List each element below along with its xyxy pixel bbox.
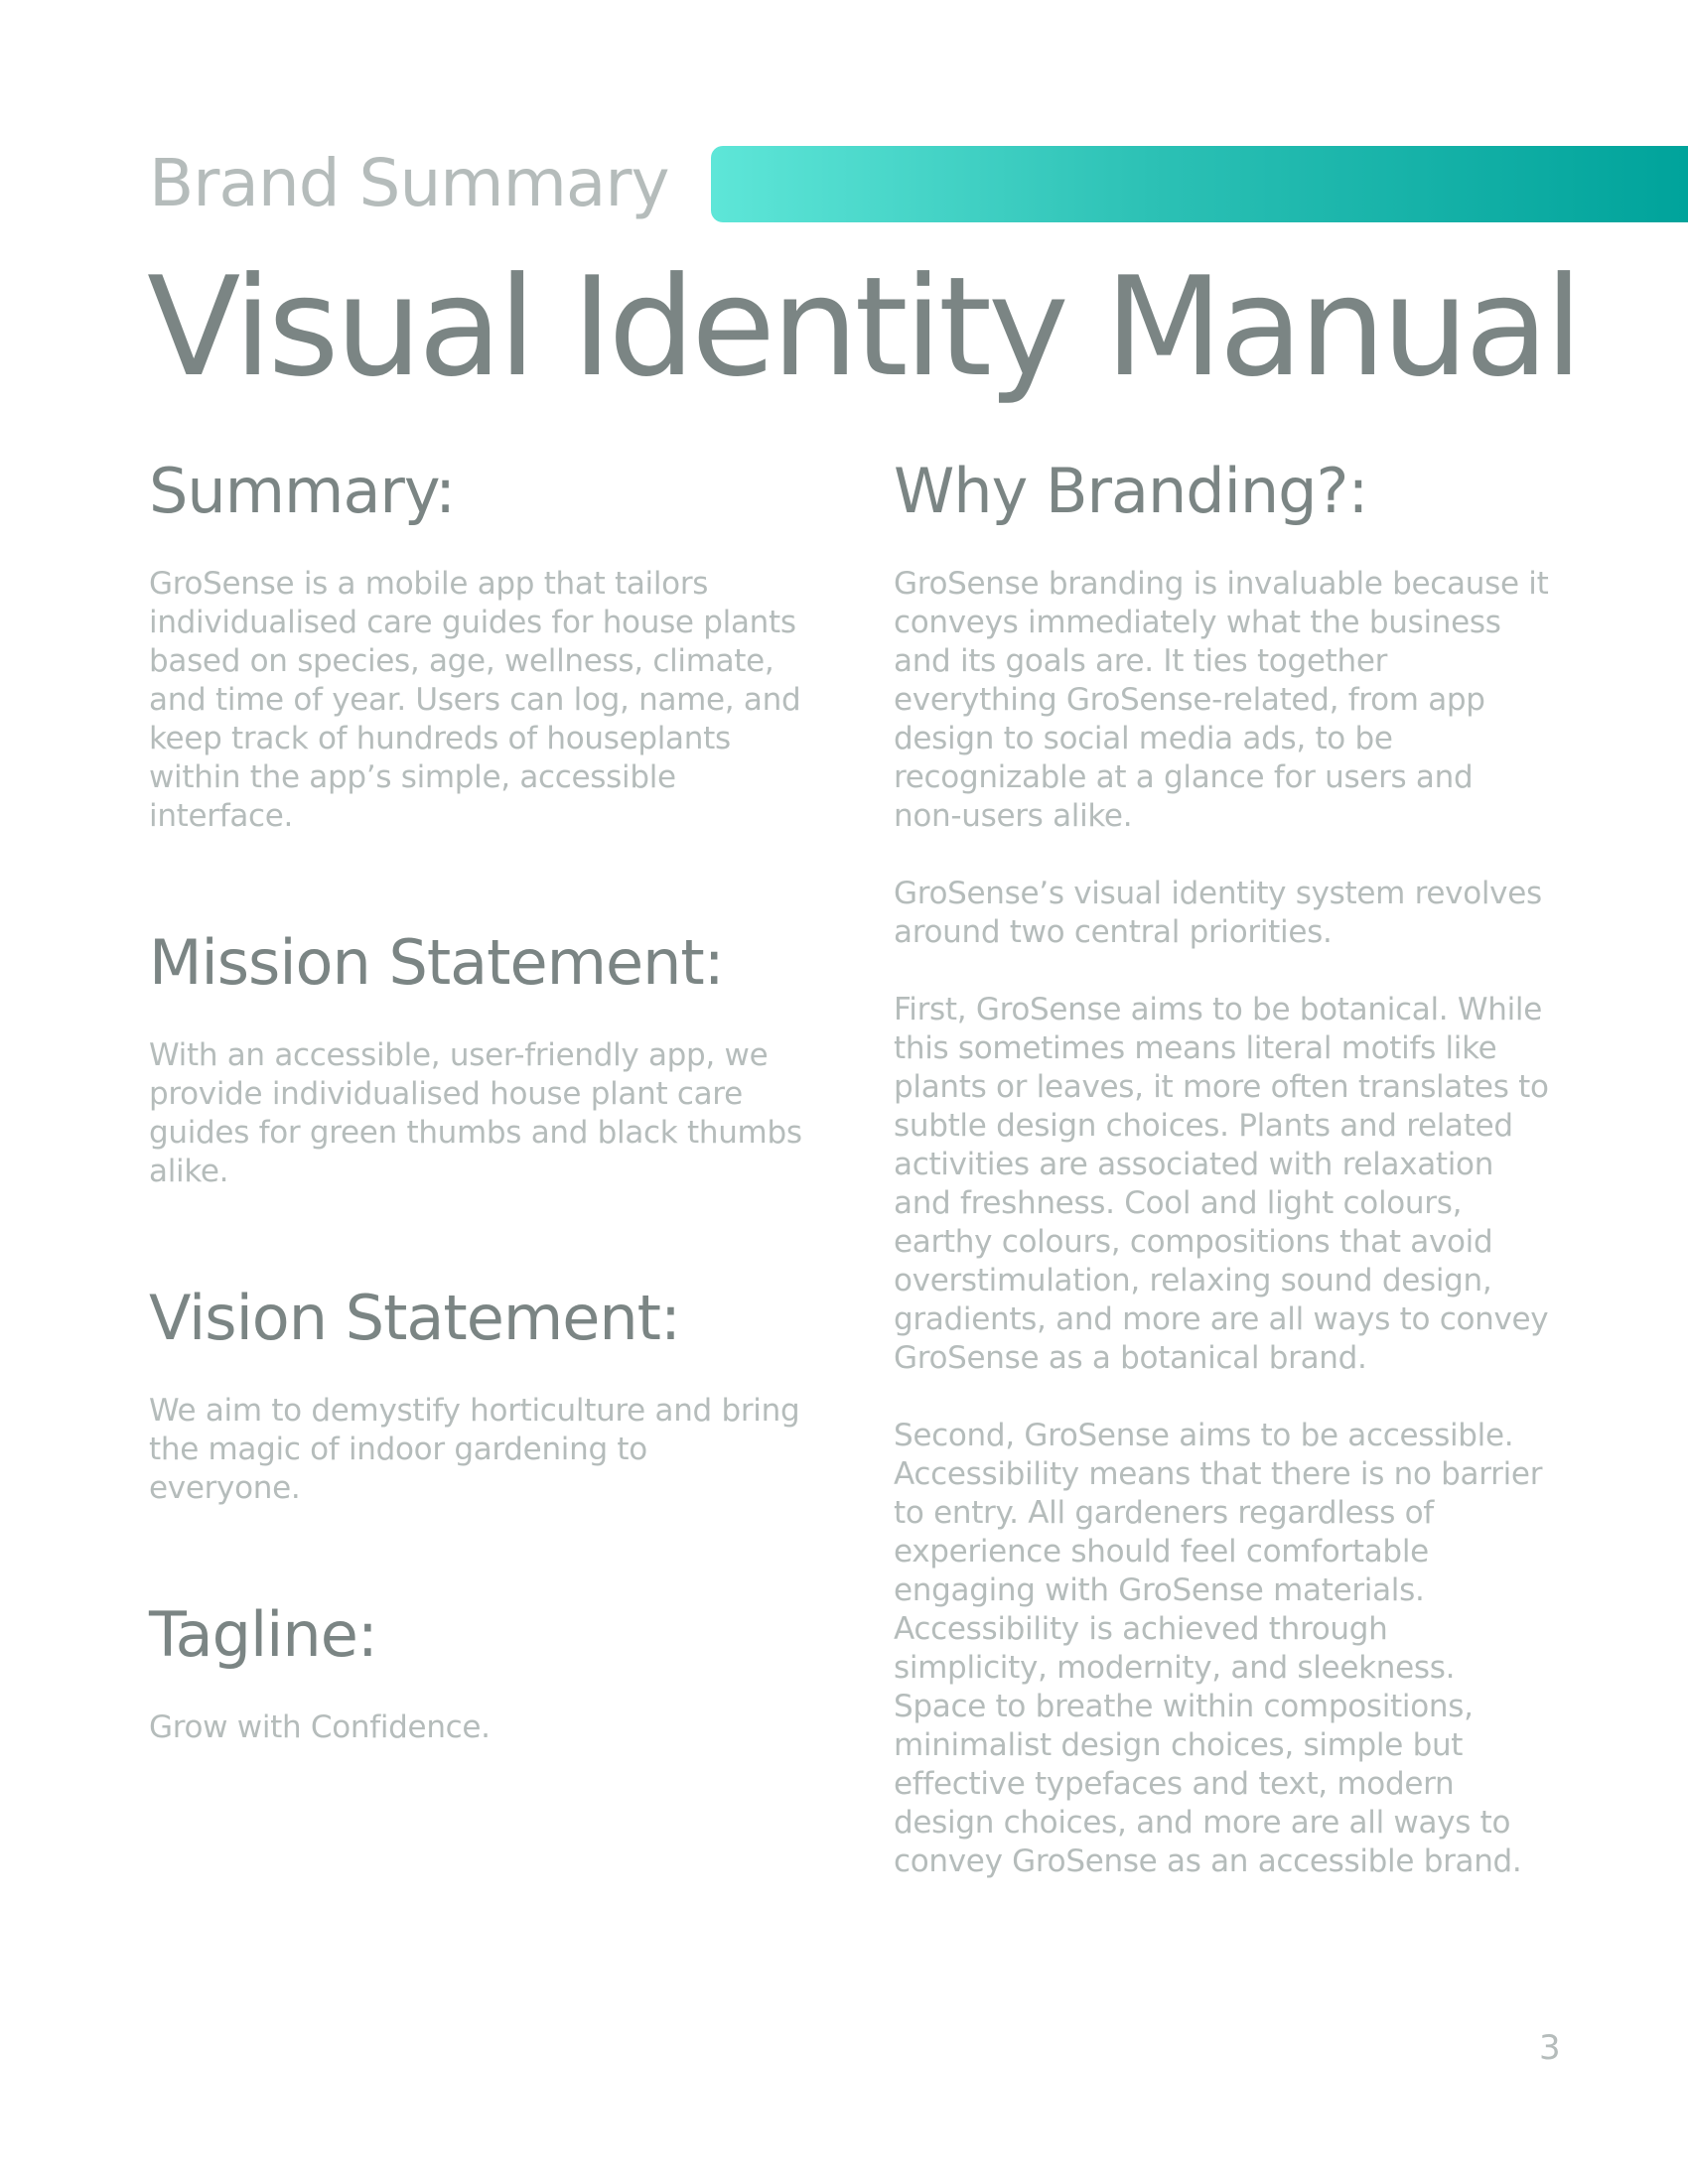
page-number: 3 <box>1539 2028 1561 2068</box>
tagline-heading: Tagline: <box>149 1598 377 1671</box>
right-column <box>894 452 1549 1881</box>
summary-text: GroSense is a mobile app that tailors individualised care guides for house plants based on species, age, wellness, climate, and time of year. Users can log, name, and keep track of hundreds of houseplants within the app’s simple, accessible interface. <box>149 566 801 834</box>
vision-heading: Vision Statement: <box>149 1282 680 1354</box>
vision-section <box>149 1279 804 1508</box>
accessible-paragraph: Second, GroSense aims to be accessible. Accessibility means that there is no barrier to entry. All gardeners regardless of experience should feel comfortable engaging with GroSense materials. Accessibility is achieved through simplicity, modernity, and sleekness. Space to breathe within compositions, minimalist design choices, simple but effective typefaces and text, modern design choices, and more are all ways to convey GroSense as an accessible brand. <box>894 1418 1543 1879</box>
mission-heading: Mission Statement: <box>149 926 724 999</box>
why-branding-paragraph: GroSense branding is invaluable because it conveys immediately what the business and its goals are. It ties together everything GroSense-related, from app design to social media ads, to be recognizable at a glance for users and non-users alike. <box>894 566 1549 834</box>
section-eyebrow: Brand Summary <box>149 145 669 221</box>
accent-gradient-bar <box>711 146 1688 222</box>
priorities-paragraph: GroSense’s visual identity system revolves around two central priorities. <box>894 876 1542 950</box>
summary-section <box>149 452 804 836</box>
page-title: Visual Identity Manual <box>147 247 1580 407</box>
tagline-section <box>149 1595 804 1747</box>
tagline-text: Grow with Confidence. <box>149 1709 491 1745</box>
mission-section <box>149 923 804 1191</box>
left-column <box>149 452 804 1747</box>
botanical-paragraph: First, GroSense aims to be botanical. While this sometimes means literal motifs like plants or leaves, it more often translates to subtle design choices. Plants and related activities are associated with relaxation and freshness. Cool and light colours, earthy colours, compositions that avoid overstimulation, relaxing sound design, gradients, and more are all ways to convey GroSense as a botanical brand. <box>894 992 1549 1376</box>
summary-heading: Summary: <box>149 455 455 527</box>
mission-text: With an accessible, user-friendly app, we provide individualised house plant care guides for green thumbs and black thumbs alike. <box>149 1037 802 1189</box>
why-branding-heading: Why Branding?: <box>894 455 1368 527</box>
vision-text: We aim to demystify horticulture and bring the magic of indoor gardening to everyone. <box>149 1393 800 1506</box>
